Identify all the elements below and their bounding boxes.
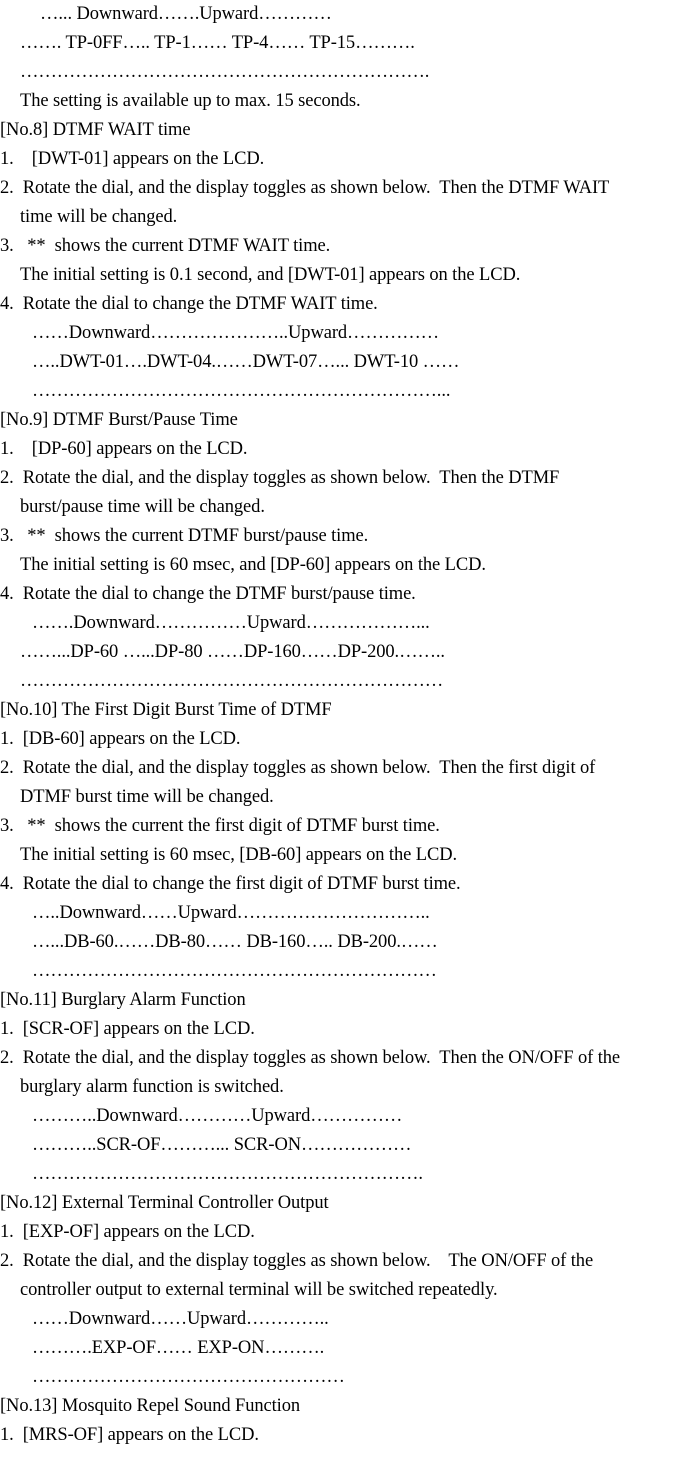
option-cycle-dots-line: …………………………………………………………… <box>20 671 444 691</box>
step-3: 3. ** shows the current the first digit of DTMF burst time. <box>0 816 440 836</box>
step-2-continuation: burst/pause time will be changed. <box>20 497 265 517</box>
option-cycle-dots-line: ………………………………………………………… <box>32 961 437 981</box>
section-heading-no13: [No.13] Mosquito Repel Sound Function <box>0 1396 301 1416</box>
section-heading-no12: [No.12] External Terminal Controller Output <box>0 1193 329 1213</box>
step-2: 2. Rotate the dial, and the display toggles as shown below. Then the DTMF <box>0 468 560 488</box>
step-2: 2. Rotate the dial, and the display toggles as shown below. The ON/OFF of the <box>0 1251 594 1271</box>
step-4: 4. Rotate the dial to change the first digit of DTMF burst time. <box>0 874 461 894</box>
option-cycle-direction-line: ………..Downward…………Upward…………… <box>32 1106 403 1126</box>
section-heading-no10: [No.10] The First Digit Burst Time of DTMF <box>0 700 332 720</box>
section-heading-no11: [No.11] Burglary Alarm Function <box>0 990 246 1010</box>
step-3: 3. ** shows the current DTMF WAIT time. <box>0 236 331 256</box>
option-cycle-dots-line: …………………………………………………………... <box>32 381 451 401</box>
option-cycle-direction-line: ……Downward…………………..Upward…………… <box>32 323 440 343</box>
option-cycle-values-line: ……...DP-60 …...DP-80 ……DP-160……DP-200.…….. <box>20 642 445 662</box>
section-heading-no8: [No.8] DTMF WAIT time <box>0 120 191 140</box>
option-cycle-values-line: …...DB-60.……DB-80…… DB-160….. DB-200.…… <box>32 932 438 952</box>
step-2-continuation: controller output to external terminal will be switched repeatedly. <box>20 1280 498 1300</box>
option-cycle-direction-line: ……Downward……Upward………….. <box>32 1309 329 1329</box>
option-cycle-dots-line: …………………………………………………………. <box>20 62 430 82</box>
option-cycle-direction-line: …….Downward……………Upward………………... <box>32 613 430 633</box>
step-2-continuation: burglary alarm function is switched. <box>20 1077 284 1097</box>
initial-setting-note: The initial setting is 60 msec, and [DP-60] appears on the LCD. <box>20 555 486 575</box>
step-4: 4. Rotate the dial to change the DTMF WAIT time. <box>0 294 378 314</box>
option-cycle-direction-line: …..Downward……Upward………………………….. <box>32 903 430 923</box>
step-2: 2. Rotate the dial, and the display toggles as shown below. Then the ON/OFF of the <box>0 1048 620 1068</box>
option-cycle-values-line: ………..SCR-OF………... SCR-ON……………… <box>32 1135 412 1155</box>
step-2-continuation: DTMF burst time will be changed. <box>20 787 274 807</box>
step-1: 1. [DB-60] appears on the LCD. <box>0 729 241 749</box>
note-text: The setting is available up to max. 15 seconds. <box>20 91 361 111</box>
step-1: 1. [SCR-OF] appears on the LCD. <box>0 1019 255 1039</box>
step-1: 1. [EXP-OF] appears on the LCD. <box>0 1222 255 1242</box>
step-2-continuation: time will be changed. <box>20 207 178 227</box>
step-1: 1. [MRS-OF] appears on the LCD. <box>0 1425 259 1445</box>
option-cycle-dots-line: ………………………………………………………. <box>32 1164 423 1184</box>
step-1: 1. [DWT-01] appears on the LCD. <box>0 149 265 169</box>
initial-setting-note: The initial setting is 0.1 second, and [DWT-01] appears on the LCD. <box>20 265 521 285</box>
step-2: 2. Rotate the dial, and the display toggles as shown below. Then the first digit of <box>0 758 596 778</box>
option-cycle-dots-line: …………………………………………… <box>32 1367 345 1387</box>
option-cycle-values-line: ……. TP-0FF….. TP-1…… TP-4…… TP-15………. <box>20 33 415 53</box>
section-heading-no9: [No.9] DTMF Burst/Pause Time <box>0 410 238 430</box>
step-2: 2. Rotate the dial, and the display toggles as shown below. Then the DTMF WAIT <box>0 178 610 198</box>
step-3: 3. ** shows the current DTMF burst/pause time. <box>0 526 369 546</box>
initial-setting-note: The initial setting is 60 msec, [DB-60] appears on the LCD. <box>20 845 457 865</box>
option-cycle-direction-line: …... Downward…….Upward………… <box>40 4 332 24</box>
option-cycle-values-line: ……….EXP-OF…… EXP-ON………. <box>32 1338 325 1358</box>
step-1: 1. [DP-60] appears on the LCD. <box>0 439 248 459</box>
option-cycle-values-line: …..DWT-01….DWT-04.……DWT-07…... DWT-10 …… <box>32 352 460 372</box>
step-4: 4. Rotate the dial to change the DTMF burst/pause time. <box>0 584 416 604</box>
